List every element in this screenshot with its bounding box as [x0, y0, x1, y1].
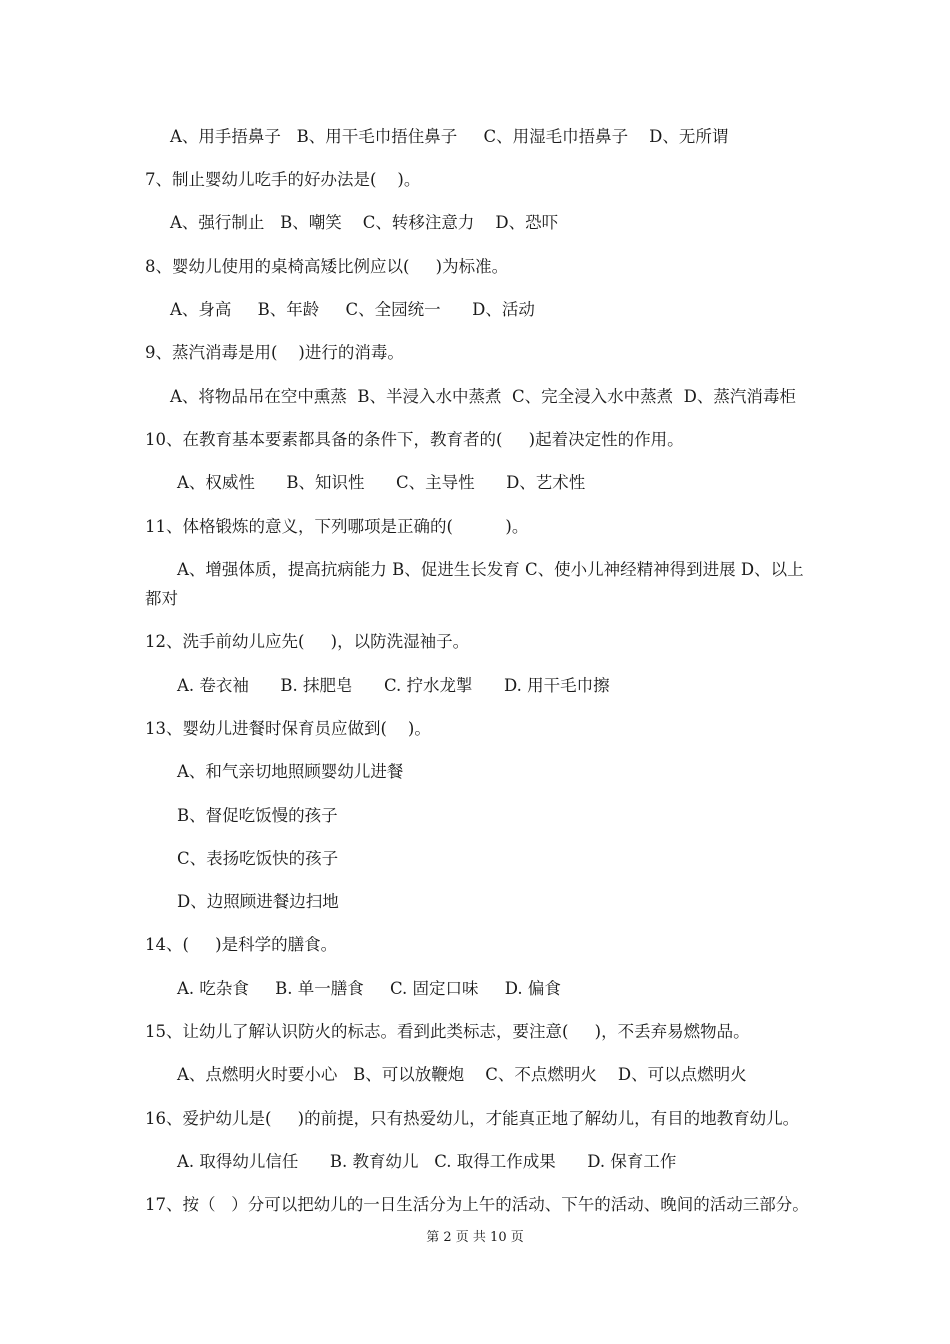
q11-options-2: 都对 — [145, 589, 178, 608]
page-footer: 第 2 页 共 10 页 — [426, 1230, 524, 1245]
q9-options: A、将物品吊在空中熏蒸 B、半浸入水中蒸煮 C、完全浸入水中蒸煮 D、蒸汽消毒柜 — [170, 387, 796, 406]
q13-option-c: C、表扬吃饭快的孩子 — [177, 849, 339, 868]
question-11: 11、体格锻炼的意义，下列哪项是正确的( )。 — [145, 517, 529, 536]
question-7: 7、制止婴幼儿吃手的好办法是( )。 — [145, 170, 421, 189]
question-9: 9、蒸汽消毒是用( )进行的消毒。 — [145, 343, 404, 362]
q10-options: A、权威性 B、知识性 C、主导性 D、艺术性 — [177, 473, 586, 492]
q12-options: A. 卷衣袖 B. 抹肥皂 C. 拧水龙掣 D. 用干毛巾擦 — [177, 676, 610, 695]
q16-options: A. 取得幼儿信任 B. 教育幼儿 C. 取得工作成果 D. 保育工作 — [177, 1152, 677, 1171]
q15-options: A、点燃明火时要小心 B、可以放鞭炮 C、不点燃明火 D、可以点燃明火 — [177, 1065, 747, 1084]
question-8: 8、婴幼儿使用的桌椅高矮比例应以( )为标准。 — [145, 257, 509, 276]
q8-options: A、身高 B、年龄 C、全园统一 D、活动 — [170, 300, 535, 319]
question-12: 12、洗手前幼儿应先( )，以防洗湿袖子。 — [145, 632, 470, 651]
q6-options: A、用手捂鼻子 B、用干毛巾捂住鼻子 C、用湿毛巾捂鼻子 D、无所谓 — [170, 127, 729, 146]
q14-options: A. 吃杂食 B. 单一膳食 C. 固定口味 D. 偏食 — [177, 979, 561, 998]
q13-option-b: B、督促吃饭慢的孩子 — [177, 806, 338, 825]
question-15: 15、让幼儿了解认识防火的标志。看到此类标志，要注意( )，不丢弃易燃物品。 — [145, 1022, 750, 1041]
q13-option-d: D、边照顾进餐边扫地 — [177, 892, 339, 911]
question-10: 10、在教育基本要素都具备的条件下，教育者的( )起着决定性的作用。 — [145, 430, 684, 449]
question-14: 14、( )是科学的膳食。 — [145, 935, 338, 954]
question-16: 16、爱护幼儿是( )的前提，只有热爱幼儿，才能真正地了解幼儿，有目的地教育幼儿。 — [145, 1109, 800, 1128]
q11-options-1: A、增强体质，提高抗病能力 B、促进生长发育 C、使小儿神经精神得到进展 D、以上 — [177, 560, 804, 579]
q7-options: A、强行制止 B、嘲笑 C、转移注意力 D、恐吓 — [170, 213, 559, 232]
q13-option-a: A、和气亲切地照顾婴幼儿进餐 — [177, 762, 404, 781]
question-17: 17、按（ ）分可以把幼儿的一日生活分为上午的活动、下午的活动、晚间的活动三部分。 — [145, 1195, 809, 1214]
question-13: 13、婴幼儿进餐时保育员应做到( )。 — [145, 719, 431, 738]
